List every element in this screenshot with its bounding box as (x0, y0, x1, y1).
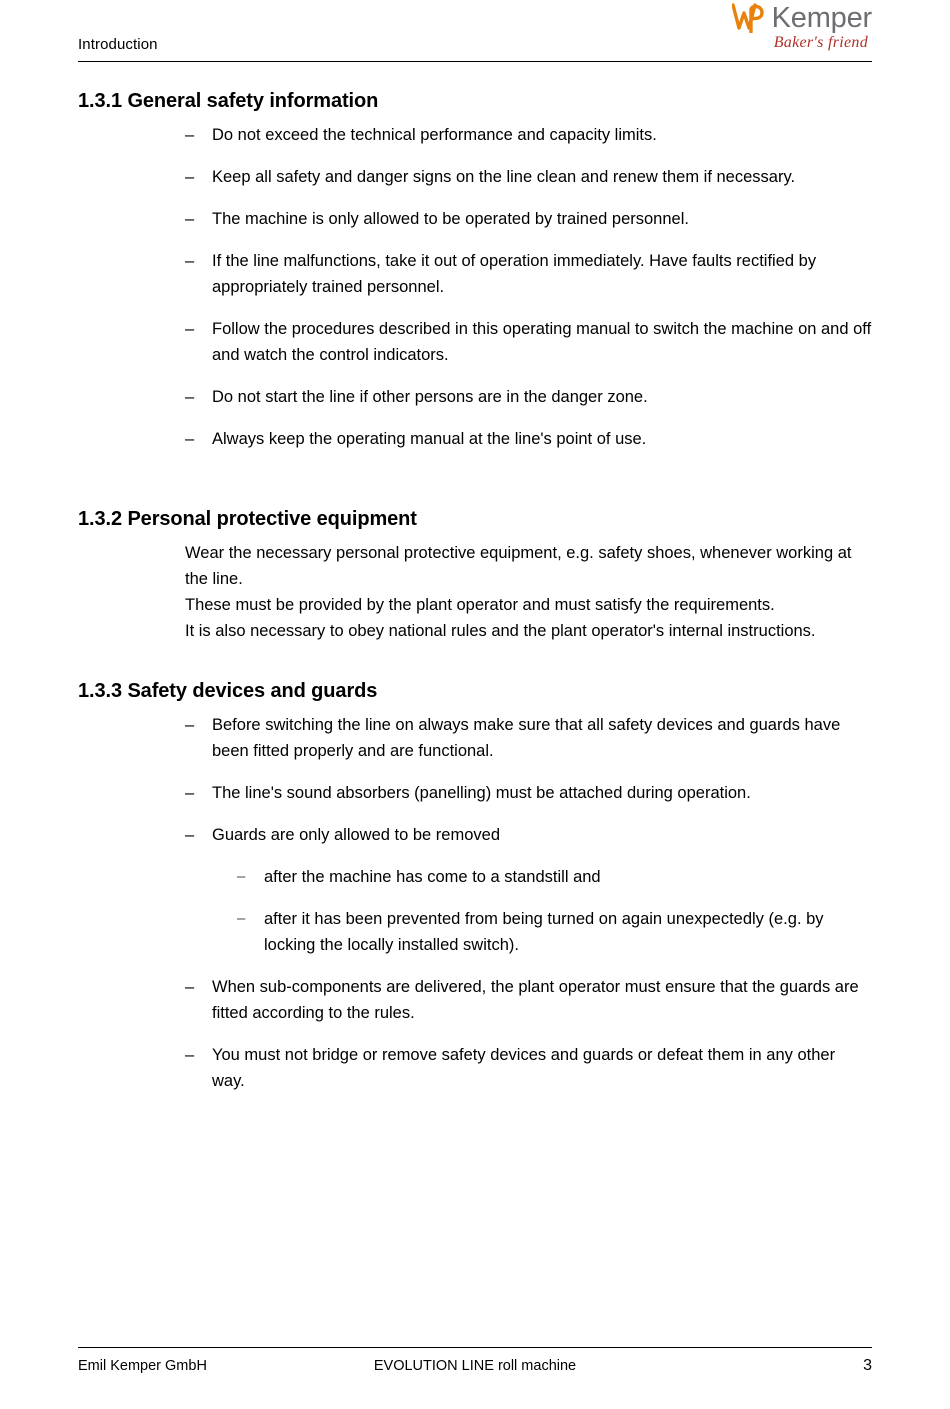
list-item: – after it has been prevented from being turned on again unexpectedly (e.g. by locking the locally installed switch). (237, 906, 872, 958)
header-chapter-label: Introduction (78, 36, 158, 53)
section-personal-protective-equipment (78, 508, 872, 644)
safety-devices-list (78, 712, 872, 1094)
section-heading: 1.3.3 Safety devices and guards (78, 680, 378, 702)
list-item: – Do not start the line if other persons are in the danger zone. (185, 384, 872, 410)
list-item: – The line's sound absorbers (panelling) must be attached during operation. (185, 780, 872, 806)
ppe-paragraphs (78, 540, 872, 644)
section-general-safety-information (78, 90, 872, 452)
section-spacer (78, 644, 872, 680)
list-item: – Always keep the operating manual at the line's point of use. (185, 426, 872, 452)
wp-monogram-icon (732, 3, 765, 33)
list-item: – You must not bridge or remove safety devices and guards or defeat them in any other way. (185, 1042, 872, 1094)
section-heading: 1.3.1 General safety information (78, 90, 379, 112)
list-item: – The machine is only allowed to be operated by trained personnel. (185, 206, 872, 232)
footer-document-title: EVOLUTION LINE roll machine (373, 1358, 577, 1374)
company-logo (682, 3, 872, 55)
page-header (78, 0, 872, 62)
list-item: – Before switching the line on always make sure that all safety devices and guards have been fitted properly and are functional. (185, 712, 872, 764)
paragraph: Wear the necessary personal protective equipment, e.g. safety shoes, whenever working at the line. (185, 544, 852, 588)
list-item (185, 822, 872, 958)
list-item: – When sub-components are delivered, the plant operator must ensure that the guards are fitted according to the rules. (185, 974, 872, 1026)
footer-company: Emil Kemper GmbH (78, 1358, 207, 1374)
list-item: – Do not exceed the technical performance and capacity limits. (185, 122, 872, 148)
guards-removal-sublist (212, 864, 872, 958)
page-content (78, 62, 872, 1094)
list-item-label: Guards are only allowed to be removed (212, 826, 500, 844)
general-safety-list (78, 122, 872, 452)
list-item: – after the machine has come to a standstill and (237, 864, 872, 890)
list-item: – If the line malfunctions, take it out of operation immediately. Have faults rectified by appropriately trained personnel. (185, 248, 872, 300)
paragraph: It is also necessary to obey national rules and the plant operator's internal instructions. (185, 622, 816, 640)
section-spacer (78, 468, 872, 508)
section-safety-devices-and-guards (78, 680, 872, 1094)
logo-brand-text: Kemper (771, 1, 872, 34)
list-item: – Keep all safety and danger signs on the line clean and renew them if necessary. (185, 164, 872, 190)
logo-tagline: Baker's friend (773, 34, 868, 51)
page-footer (78, 1347, 872, 1375)
section-heading: 1.3.2 Personal protective equipment (78, 508, 417, 530)
paragraph: These must be provided by the plant operator and must satisfy the requirements. (185, 596, 775, 614)
list-item: – Follow the procedures described in this operating manual to switch the machine on and off and watch the control indicators. (185, 316, 872, 368)
footer-page-number: 3 (863, 1357, 872, 1374)
